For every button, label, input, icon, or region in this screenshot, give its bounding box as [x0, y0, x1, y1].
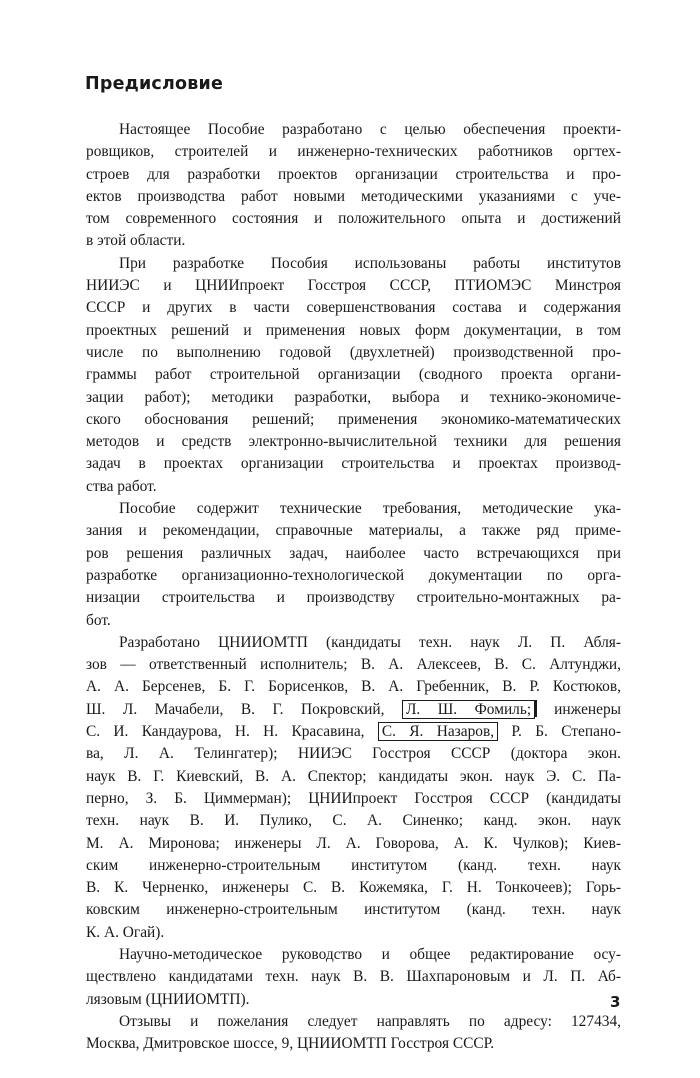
text-line: При разработке Пособия использованы работы институтов	[119, 254, 621, 272]
text-line: Отзывы и пожелания следует направлять по адресу: 127434,	[119, 1012, 621, 1030]
text-line: ектов производства работ новыми методическими указаниями с уче-	[86, 187, 621, 205]
text-line: НИИЭС и ЦНИИпроект Госстроя СССР, ПТИОМЭС Минстроя	[86, 277, 621, 295]
text-line: Москва, Дмитровское шоссе, 9, ЦНИИОМТП Госстроя СССР.	[86, 1035, 495, 1053]
text-segment: Р. Б. Степано-	[498, 723, 621, 741]
paragraph	[86, 632, 621, 944]
text-line: ва, Л. А. Телингатер); НИИЭС Госстроя СССР (доктора экон.	[86, 745, 621, 763]
text-line: проектных решений и применения новых форм документации, в том	[86, 321, 621, 339]
text-line: наук В. Г. Киевский, В. А. Спектор; кандидаты экон. наук Э. С. Па-	[86, 767, 621, 785]
text-line	[86, 699, 621, 721]
text-line: перно, З. Б. Циммерман); ЦНИИпроект Госстроя СССР (кандидаты	[86, 789, 621, 807]
boxed-name: С. Я. Назаров,	[378, 722, 498, 741]
text-line: К. А. Огай).	[86, 923, 165, 941]
text-line: том современного состояния и положительного опыта и достижений	[86, 210, 621, 228]
text-line: методов и средств электронно-вычислительной техники для решения	[86, 433, 621, 451]
text-line: бот.	[86, 611, 111, 629]
text-line: зов — ответственный исполнитель; В. А. Алексеев, В. С. Алтунджи,	[86, 656, 621, 674]
text-line: ров решения различных задач, наиболее часто встречающихся при	[86, 544, 621, 562]
paragraph	[86, 253, 621, 498]
text-line: в этой области.	[86, 232, 186, 250]
text-line: В. К. Черненко, инженеры С. В. Кожемяка, Г. Н. Тонкочеев); Горь-	[86, 879, 621, 897]
text-line: Пособие содержит технические требования, методические ука-	[119, 500, 621, 518]
text-segment: инженеры	[536, 700, 622, 718]
page-number: 3	[610, 993, 621, 1011]
text-line: разработке организационно-технологической документации по орга-	[86, 566, 621, 584]
paragraph	[86, 119, 621, 253]
text-line	[86, 721, 621, 743]
text-line: ского обоснования решений; применения экономико-математических	[86, 410, 621, 428]
text-line: задач в проектах организации строительства и проектах производ-	[86, 455, 621, 473]
text-line: СССР и других в части совершенствования состава и содержания	[86, 299, 621, 317]
text-line: зации работ); методики разработки, выбора и технико-экономиче-	[86, 388, 621, 406]
text-line: ства работ.	[86, 477, 157, 495]
text-line: зания и рекомендации, справочные материалы, а также ряд приме-	[86, 522, 621, 540]
text-segment: Ш. Л. Мачабели, В. Г. Покровский,	[86, 700, 402, 718]
paragraph	[86, 1011, 621, 1056]
text-line: ским инженерно-строительным институтом (канд. техн. наук	[86, 856, 621, 874]
page-heading: Предисловие	[85, 74, 224, 94]
text-line: низации строительства и производству строительно-монтажных ра-	[86, 589, 621, 607]
text-line: Настоящее Пособие разработано с целью обеспечения проекти-	[119, 121, 621, 138]
text-line: строев для разработки проектов организации строительства и про-	[86, 165, 621, 183]
text-line: числе по выполнению годовой (двухлетней) производственной про-	[86, 343, 621, 361]
text-line: А. А. Берсенев, Б. Г. Борисенков, В. А. Гребенник, В. Р. Костюков,	[86, 678, 621, 696]
text-line: М. А. Миронова; инженеры Л. А. Говорова, А. К. Чулков); Киев-	[86, 834, 621, 852]
text-line: ковским инженерно-строительным институтом (канд. техн. наук	[86, 901, 621, 919]
text-line: Разработано ЦНИИОМТП (кандидаты техн. наук Л. П. Абля-	[119, 633, 621, 651]
boxed-name: Л. Ш. Фомиль;	[402, 700, 535, 719]
preface-body	[86, 119, 621, 1055]
text-line: Научно-методическое руководство и общее редактирование осу-	[119, 945, 621, 963]
text-line: техн. наук В. И. Пулико, С. А. Синенко; канд. экон. наук	[86, 812, 621, 830]
text-line: граммы работ строительной организации (сводного проекта органи-	[86, 366, 621, 384]
text-segment: С. И. Кандаурова, Н. Н. Красавина,	[86, 723, 378, 741]
paragraph	[86, 498, 621, 632]
text-line: ровщиков, строителей и инженерно-технических работников оргтех-	[86, 143, 621, 161]
text-line: лязовым (ЦНИИОМТП).	[86, 990, 250, 1008]
text-line: ществлено кандидатами техн. наук В. В. Шахпароновым и Л. П. Аб-	[86, 968, 621, 986]
paragraph	[86, 944, 621, 1011]
